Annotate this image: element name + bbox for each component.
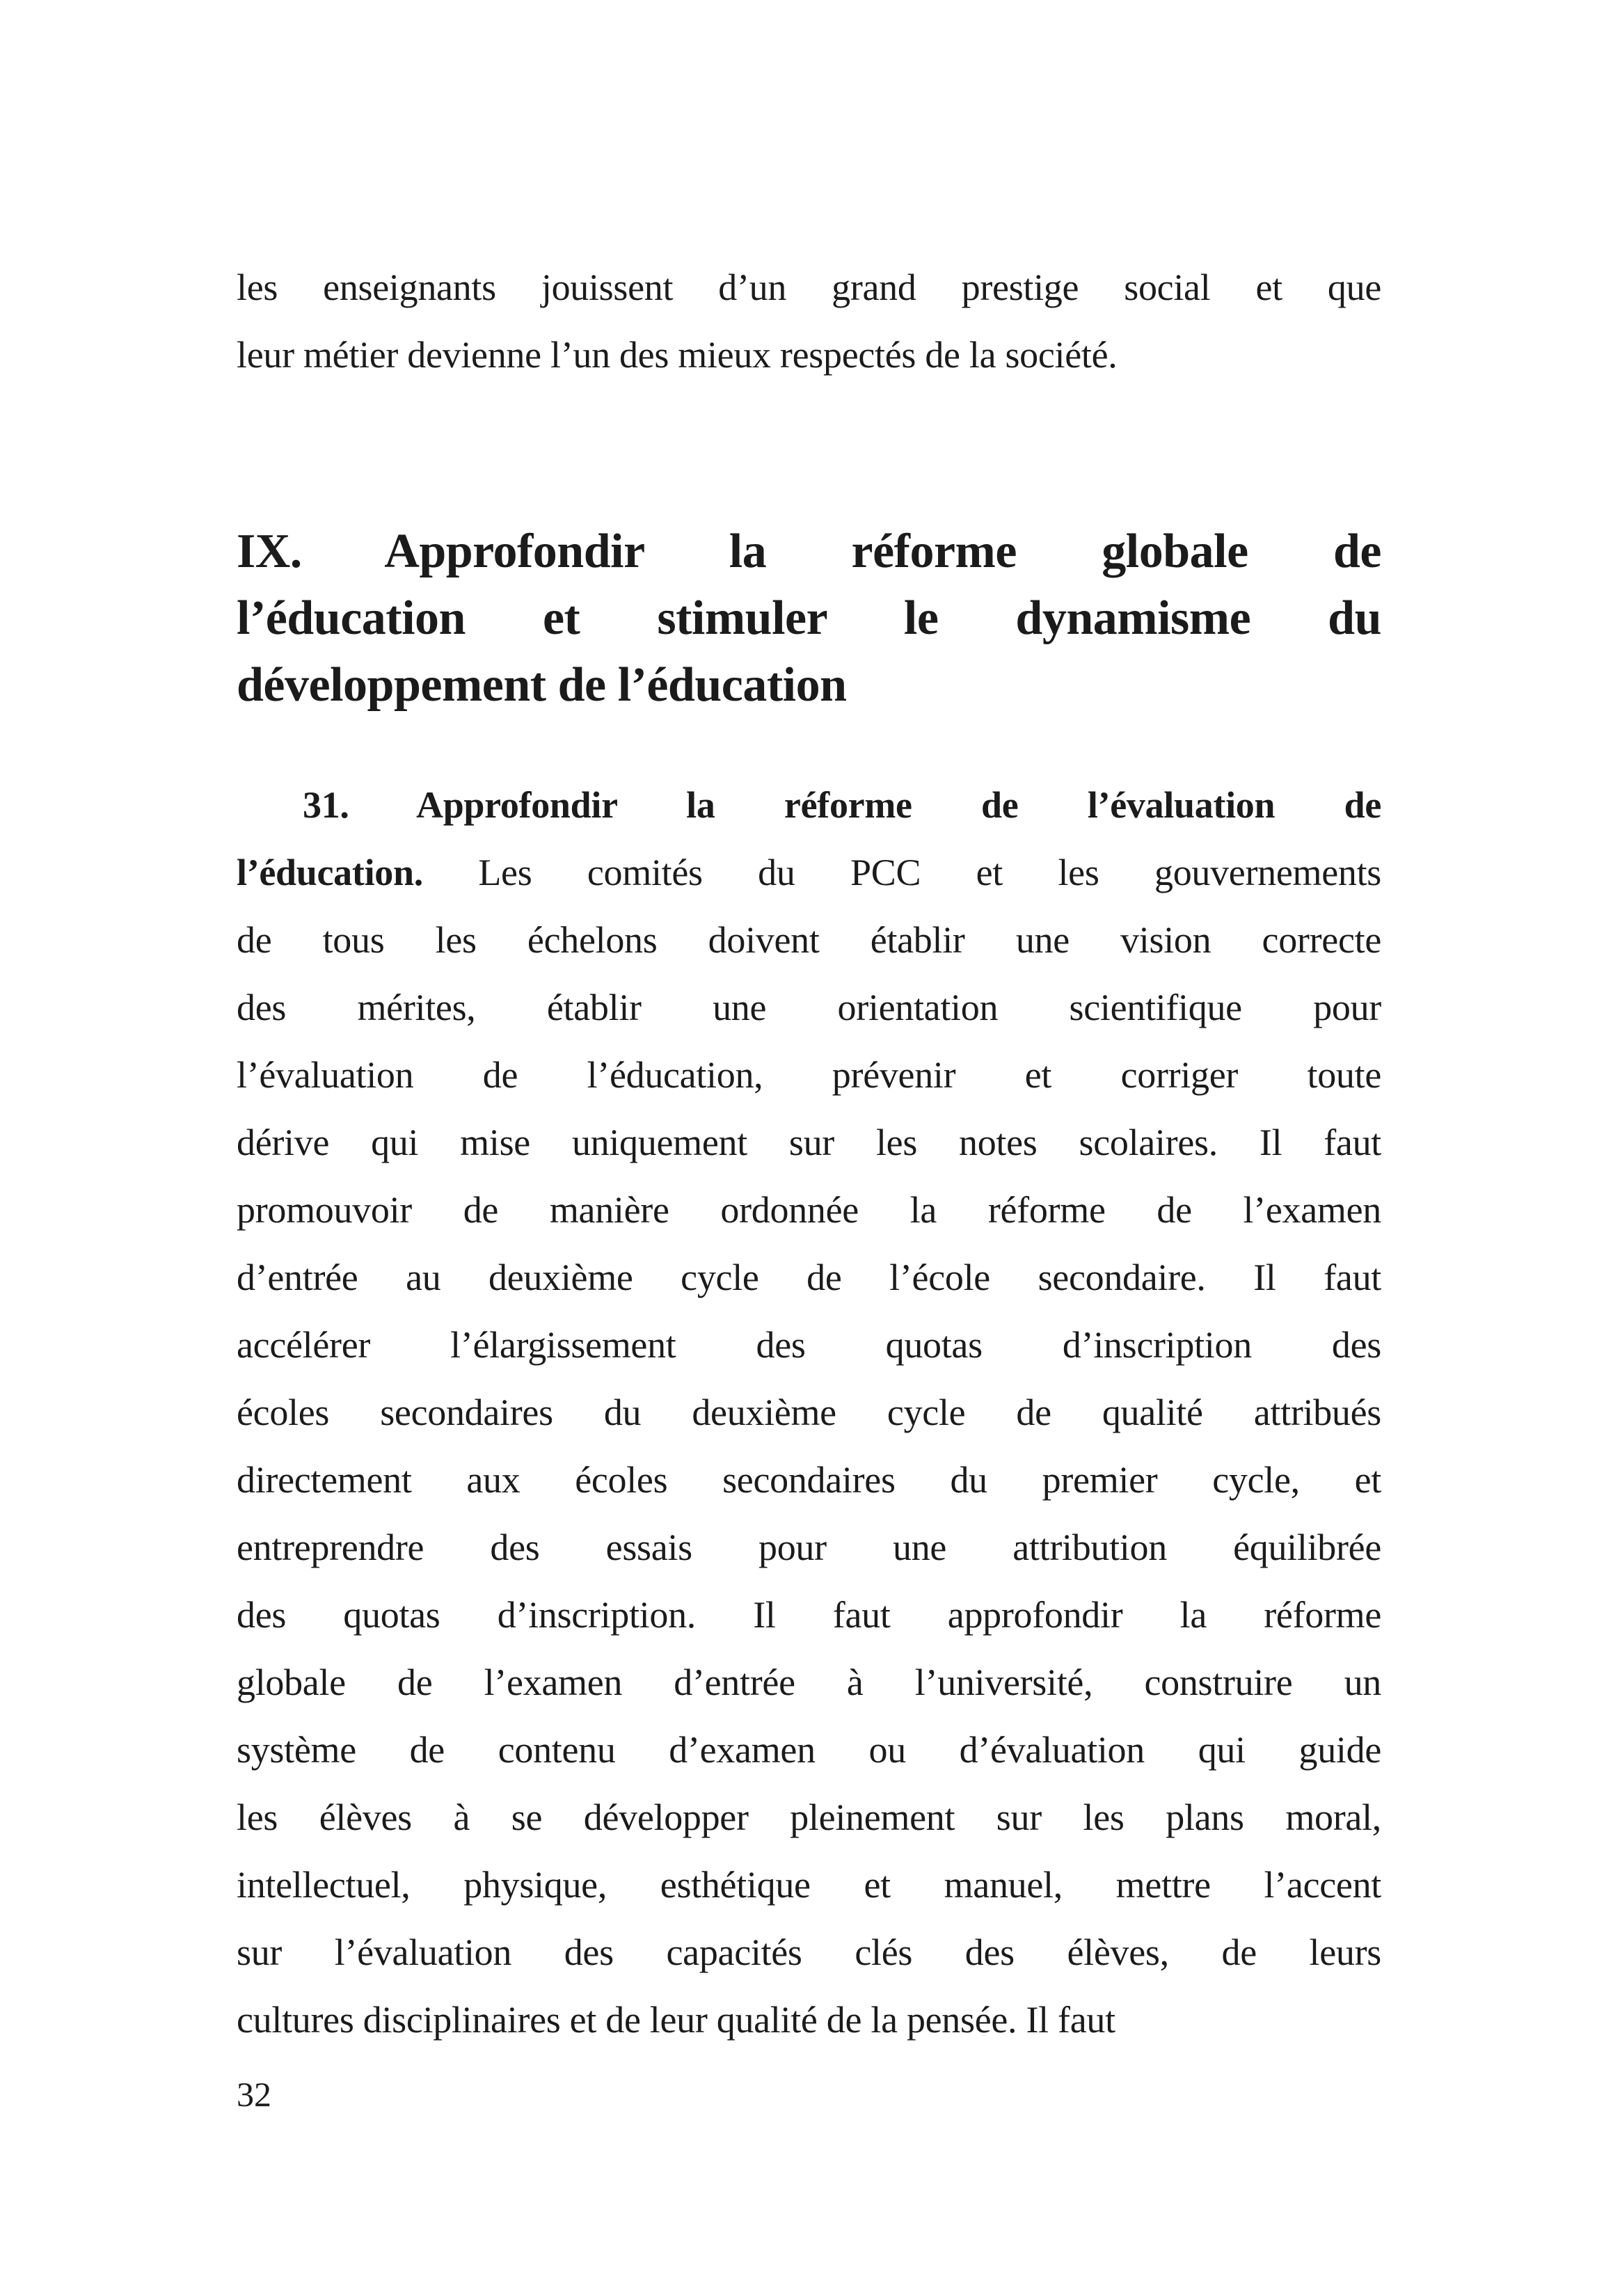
paragraph-lead: l’éducation. (237, 852, 423, 893)
paragraph-lead: 31. Approfondir la réforme de l’évaluation de (303, 784, 1381, 826)
text-line: les enseignants jouissent d’un grand prestige social et que (237, 266, 1381, 308)
continuation-paragraph (237, 254, 1381, 389)
text-line: cultures disciplinaires et de leur qualité de la pensée. Il faut (237, 1999, 1115, 2041)
text-line: des quotas d’inscription. Il faut approfondir la réforme (237, 1594, 1381, 1636)
heading-line: IX. Approfondir la réforme globale de (237, 525, 1381, 578)
text-line: de tous les échelons doivent établir une vision correcte (237, 919, 1381, 961)
text-line: des mérites, établir une orientation scientifique pour (237, 987, 1381, 1028)
section-heading (237, 518, 1381, 719)
text-line: l’évaluation de l’éducation, prévenir et corriger toute (237, 1054, 1381, 1096)
text-line: directement aux écoles secondaires du premier cycle, et (237, 1459, 1381, 1501)
heading-line: l’éducation et stimuler le dynamisme du (237, 591, 1381, 645)
page-number: 32 (237, 2075, 271, 2114)
text-line: leur métier devienne l’un des mieux respectés de la société. (237, 334, 1118, 376)
text-line: système de contenu d’examen ou d’évaluation qui guide (237, 1729, 1381, 1771)
text-line (237, 772, 1381, 839)
paragraph-31 (237, 772, 1381, 2054)
text-line: dérive qui mise uniquement sur les notes scolaires. Il faut (237, 1122, 1381, 1163)
body-text (237, 0, 1381, 2054)
text-line: intellectuel, physique, esthétique et manuel, mettre l’accent (237, 1864, 1381, 1906)
text-line: promouvoir de manière ordonnée la réforme de l’examen (237, 1189, 1381, 1231)
text-line: accélérer l’élargissement des quotas d’inscription des (237, 1324, 1381, 1366)
text-line: d’entrée au deuxième cycle de l’école secondaire. Il faut (237, 1257, 1381, 1298)
text-line (237, 839, 1381, 907)
text-line: écoles secondaires du deuxième cycle de qualité attribués (237, 1392, 1381, 1433)
text-line: entreprendre des essais pour une attribution équilibrée (237, 1526, 1381, 1568)
text-line: globale de l’examen d’entrée à l’université, construire un (237, 1661, 1381, 1703)
text-line: sur l’évaluation des capacités clés des élèves, de leurs (237, 1931, 1381, 1973)
text-line: les élèves à se développer pleinement sur les plans moral, (237, 1796, 1381, 1838)
heading-line: développement de l’éducation (237, 658, 847, 712)
paragraph-text: Les comités du PCC et les gouvernements (422, 852, 1381, 893)
